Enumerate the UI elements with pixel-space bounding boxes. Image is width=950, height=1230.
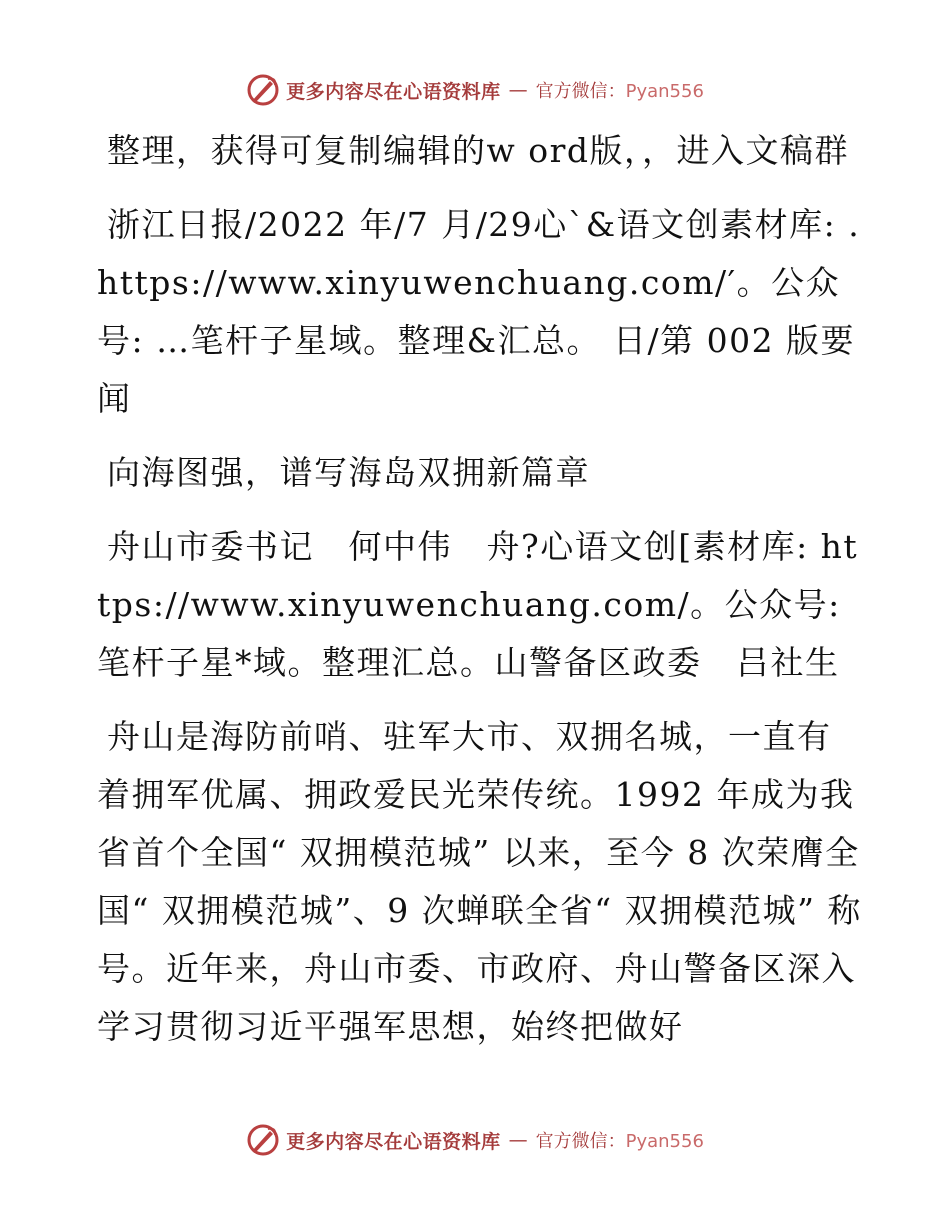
banner-title: 更多内容尽在心语资料库	[286, 1130, 501, 1153]
paragraph-source: 浙江日报/2022 年/7 月/29心`&语文创素材库: .https://www.xinyuwenchuang.com/′。公众号: …笔杆子星域。整理&汇总。 日/第 002 版要闻	[97, 205, 861, 418]
article-title: 向海图强，谱写海岛双拥新篇章	[107, 453, 590, 492]
banner-separator: —	[508, 79, 528, 101]
quill-pen-logo-icon	[246, 1123, 280, 1157]
header-banner	[0, 70, 950, 110]
banner-contact	[536, 1127, 704, 1153]
banner-title: 更多内容尽在心语资料库	[286, 80, 501, 103]
footer-banner	[0, 1120, 950, 1160]
banner-contact-id: Pyan556	[625, 1131, 704, 1152]
quill-pen-logo-icon	[246, 73, 280, 107]
banner-contact-label: 官方微信：	[535, 81, 626, 102]
banner-contact-label: 官方微信：	[535, 1131, 626, 1152]
banner-contact-id: Pyan556	[625, 81, 704, 102]
banner-contact	[536, 77, 704, 103]
paragraph-intro: 整理，获得可复制编辑的w ord版，，进入文稿群	[107, 131, 850, 170]
banner-separator: —	[508, 1129, 528, 1151]
paragraph-authors: 舟山市委书记 何中伟 舟?心语文创[素材库: https://www.xinyuwenchuang.com/。公众号: 笔杆子星*域。整理汇总。山警备区政委 吕社生	[97, 527, 859, 682]
paragraph-body: 舟山是海防前哨、驻军大市、双拥名城，一直有着拥军优属、拥政爱民光荣传统。1992 年成为我省首个全国“ 双拥模范城” 以来，至今 8 次荣膺全国“ 双拥模范城”、9 次蝉联全省“ 双拥模范城” 称号。近年来，舟山市委、市政府、舟山警备区深入学习贯彻习近平强军思想，始终把做好	[97, 717, 862, 1046]
document-body	[97, 122, 862, 1072]
